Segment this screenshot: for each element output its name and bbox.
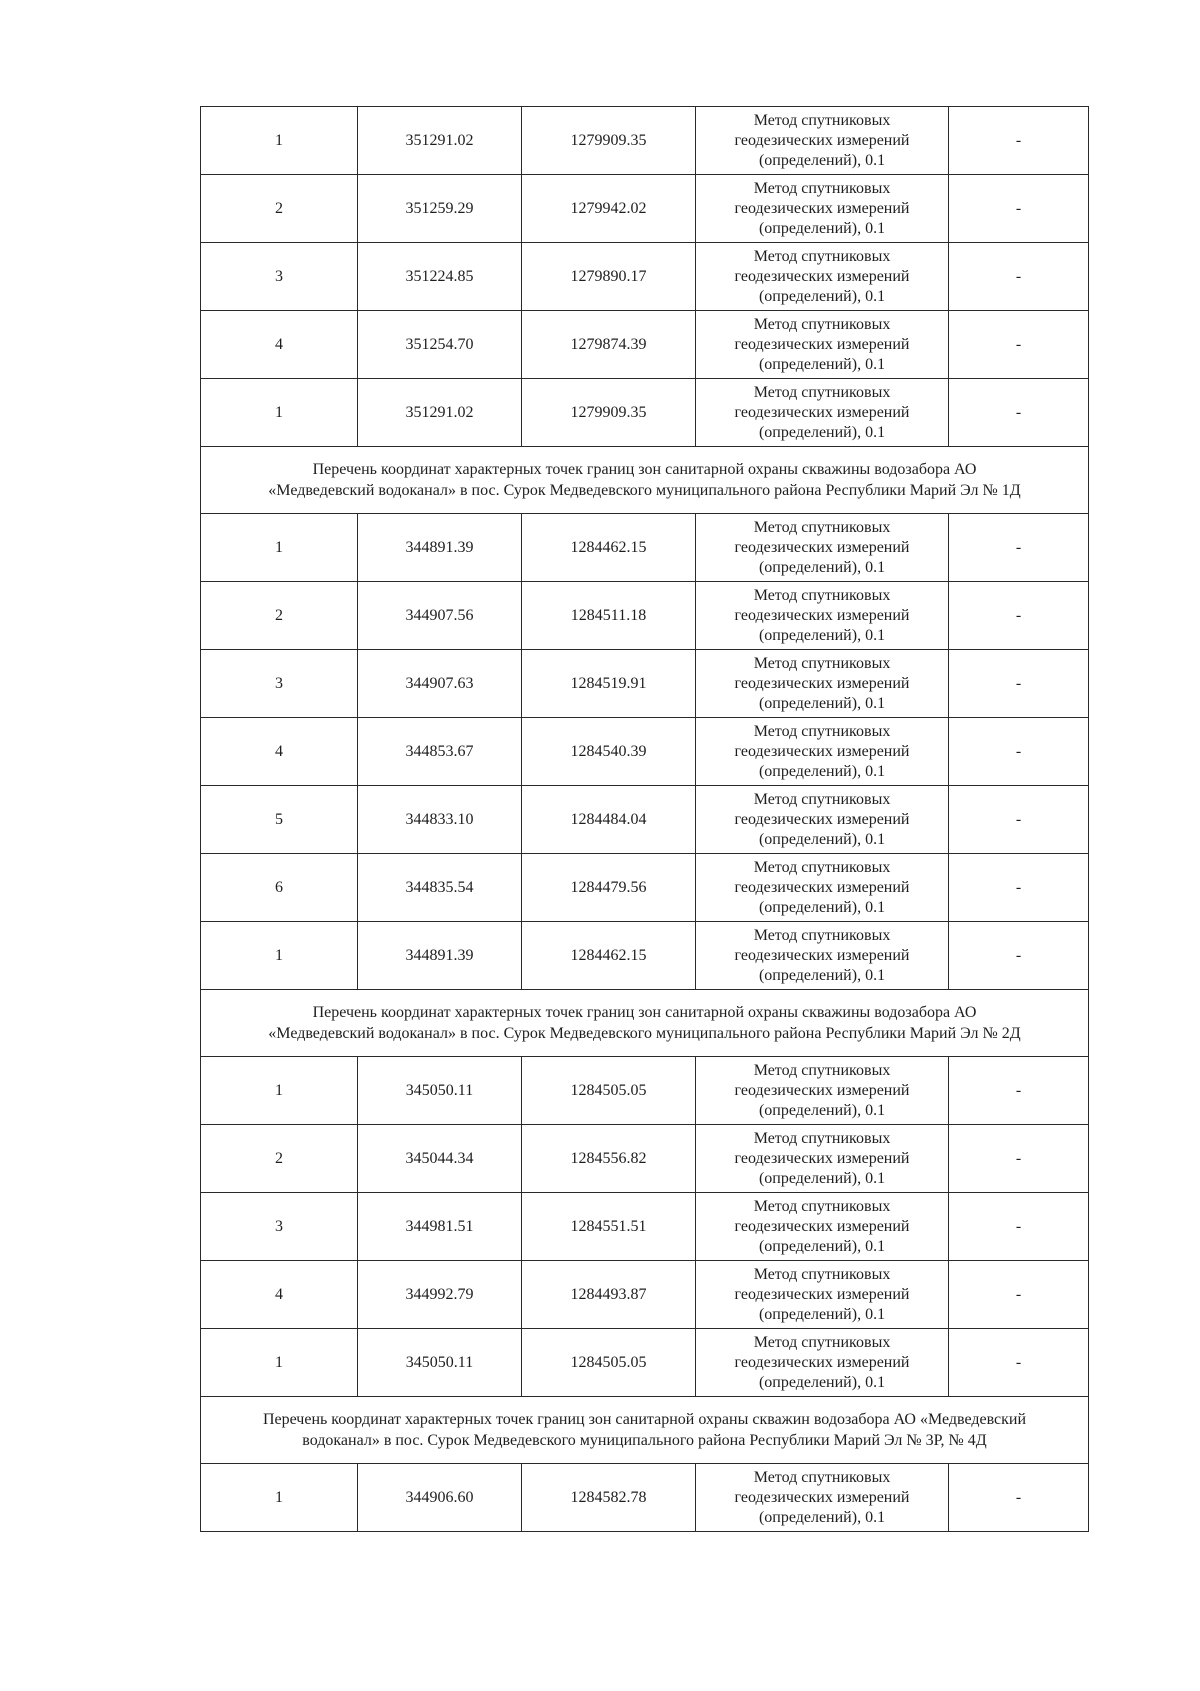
method-text-line: геодезических измерений (734, 1488, 910, 1506)
table-row (201, 175, 1089, 243)
y-coordinate-cell: 1284505.05 (522, 1329, 696, 1397)
method-text-line: Метод спутниковых (753, 722, 891, 740)
accuracy-note-cell: - (949, 786, 1089, 854)
method-cell (696, 1464, 949, 1532)
method-cell (696, 311, 949, 379)
method-text-line: геодезических измерений (734, 1081, 910, 1099)
x-coordinate-cell: 345050.11 (358, 1057, 522, 1125)
method-text-line: геодезических измерений (734, 674, 910, 692)
method-text-line: (определений), 0.1 (758, 1169, 886, 1187)
method-cell (696, 1125, 949, 1193)
x-coordinate-cell: 351224.85 (358, 243, 522, 311)
table-row (201, 786, 1089, 854)
method-text-line: Метод спутниковых (753, 179, 891, 197)
table-row (201, 922, 1089, 990)
y-coordinate-cell: 1279942.02 (522, 175, 696, 243)
method-cell (696, 582, 949, 650)
method-cell (696, 1193, 949, 1261)
method-text-line: (определений), 0.1 (758, 1101, 886, 1119)
x-coordinate-cell: 344981.51 (358, 1193, 522, 1261)
method-text-line: (определений), 0.1 (758, 762, 886, 780)
method-text-line: Метод спутниковых (753, 315, 891, 333)
method-text-line: (определений), 0.1 (758, 1508, 886, 1526)
x-coordinate-cell: 345044.34 (358, 1125, 522, 1193)
x-coordinate-cell: 344907.63 (358, 650, 522, 718)
x-coordinate-cell: 344906.60 (358, 1464, 522, 1532)
x-coordinate-cell: 344891.39 (358, 922, 522, 990)
accuracy-note-cell: - (949, 175, 1089, 243)
point-number-cell: 1 (201, 1329, 358, 1397)
y-coordinate-cell: 1284556.82 (522, 1125, 696, 1193)
x-coordinate-cell: 351291.02 (358, 107, 522, 175)
y-coordinate-cell: 1279909.35 (522, 107, 696, 175)
method-cell (696, 107, 949, 175)
method-cell (696, 650, 949, 718)
method-text-line: Метод спутниковых (753, 654, 891, 672)
method-text-line: (определений), 0.1 (758, 558, 886, 576)
accuracy-note-cell: - (949, 514, 1089, 582)
method-text-line: (определений), 0.1 (758, 626, 886, 644)
accuracy-note-cell: - (949, 854, 1089, 922)
method-text-line: Метод спутниковых (753, 518, 891, 536)
section-heading-row (201, 990, 1089, 1057)
point-number-cell: 1 (201, 107, 358, 175)
y-coordinate-cell: 1279890.17 (522, 243, 696, 311)
method-cell (696, 175, 949, 243)
method-text-line: Метод спутниковых (753, 383, 891, 401)
accuracy-note-cell: - (949, 311, 1089, 379)
y-coordinate-cell: 1284462.15 (522, 514, 696, 582)
method-text-line: геодезических измерений (734, 1285, 910, 1303)
table-row (201, 1261, 1089, 1329)
method-text-line: геодезических измерений (734, 878, 910, 896)
section-heading: Перечень координат характерных точек границ зон санитарной охраны скважины водозабора АО «Медведевский водоканал» в пос. Сурок Медведевского муниципального района Республики Марий Эл № 1Д (201, 447, 1089, 514)
accuracy-note-cell: - (949, 650, 1089, 718)
method-text-line: геодезических измерений (734, 606, 910, 624)
x-coordinate-cell: 344891.39 (358, 514, 522, 582)
method-text-line: Метод спутниковых (753, 926, 891, 944)
method-text-line: геодезических измерений (734, 267, 910, 285)
x-coordinate-cell: 344853.67 (358, 718, 522, 786)
y-coordinate-cell: 1284582.78 (522, 1464, 696, 1532)
table-row (201, 1057, 1089, 1125)
point-number-cell: 1 (201, 1464, 358, 1532)
method-cell (696, 718, 949, 786)
section-heading-row (201, 447, 1089, 514)
table-row (201, 718, 1089, 786)
method-text-line: геодезических измерений (734, 742, 910, 760)
method-text-line: Метод спутниковых (753, 1129, 891, 1147)
accuracy-note-cell: - (949, 1261, 1089, 1329)
table-row (201, 1329, 1089, 1397)
method-text-line: геодезических измерений (734, 1353, 910, 1371)
method-text-line: геодезических измерений (734, 946, 910, 964)
accuracy-note-cell: - (949, 379, 1089, 447)
section-heading: Перечень координат характерных точек границ зон санитарной охраны скважины водозабора АО «Медведевский водоканал» в пос. Сурок Медведевского муниципального района Республики Марий Эл № 2Д (201, 990, 1089, 1057)
table-row (201, 1193, 1089, 1261)
method-text-line: (определений), 0.1 (758, 966, 886, 984)
point-number-cell: 5 (201, 786, 358, 854)
y-coordinate-cell: 1284511.18 (522, 582, 696, 650)
x-coordinate-cell: 344833.10 (358, 786, 522, 854)
method-text-line: Метод спутниковых (753, 111, 891, 129)
accuracy-note-cell: - (949, 1057, 1089, 1125)
x-coordinate-cell: 344907.56 (358, 582, 522, 650)
x-coordinate-cell: 351259.29 (358, 175, 522, 243)
y-coordinate-cell: 1284479.56 (522, 854, 696, 922)
method-cell (696, 1329, 949, 1397)
method-text-line: (определений), 0.1 (758, 898, 886, 916)
method-text-line: геодезических измерений (734, 1149, 910, 1167)
method-text-line: (определений), 0.1 (758, 219, 886, 237)
accuracy-note-cell: - (949, 582, 1089, 650)
section-heading-row (201, 1397, 1089, 1464)
method-text-line: (определений), 0.1 (758, 1305, 886, 1323)
method-text-line: (определений), 0.1 (758, 287, 886, 305)
method-cell (696, 1261, 949, 1329)
table-row (201, 243, 1089, 311)
x-coordinate-cell: 344835.54 (358, 854, 522, 922)
method-text-line: (определений), 0.1 (758, 355, 886, 373)
point-number-cell: 1 (201, 1057, 358, 1125)
accuracy-note-cell: - (949, 1329, 1089, 1397)
method-text-line: Метод спутниковых (753, 1197, 891, 1215)
y-coordinate-cell: 1284540.39 (522, 718, 696, 786)
point-number-cell: 2 (201, 175, 358, 243)
coordinates-table-body (201, 107, 1089, 1532)
method-text-line: Метод спутниковых (753, 247, 891, 265)
method-text-line: геодезических измерений (734, 199, 910, 217)
y-coordinate-cell: 1279909.35 (522, 379, 696, 447)
point-number-cell: 1 (201, 379, 358, 447)
method-text-line: геодезических измерений (734, 335, 910, 353)
accuracy-note-cell: - (949, 1193, 1089, 1261)
accuracy-note-cell: - (949, 922, 1089, 990)
x-coordinate-cell: 351254.70 (358, 311, 522, 379)
table-row (201, 311, 1089, 379)
y-coordinate-cell: 1279874.39 (522, 311, 696, 379)
table-row (201, 582, 1089, 650)
method-cell (696, 514, 949, 582)
method-cell (696, 922, 949, 990)
method-text-line: геодезических измерений (734, 131, 910, 149)
y-coordinate-cell: 1284505.05 (522, 1057, 696, 1125)
method-text-line: Метод спутниковых (753, 1061, 891, 1079)
x-coordinate-cell: 345050.11 (358, 1329, 522, 1397)
method-cell (696, 854, 949, 922)
coordinates-table (200, 106, 1089, 1532)
method-text-line: геодезических измерений (734, 1217, 910, 1235)
point-number-cell: 4 (201, 311, 358, 379)
method-cell (696, 786, 949, 854)
accuracy-note-cell: - (949, 107, 1089, 175)
accuracy-note-cell: - (949, 1464, 1089, 1532)
point-number-cell: 4 (201, 1261, 358, 1329)
y-coordinate-cell: 1284493.87 (522, 1261, 696, 1329)
method-text-line: (определений), 0.1 (758, 1373, 886, 1391)
method-text-line: (определений), 0.1 (758, 423, 886, 441)
method-cell (696, 1057, 949, 1125)
y-coordinate-cell: 1284462.15 (522, 922, 696, 990)
method-text-line: геодезических измерений (734, 810, 910, 828)
method-text-line: Метод спутниковых (753, 1468, 891, 1486)
point-number-cell: 3 (201, 243, 358, 311)
method-cell (696, 243, 949, 311)
point-number-cell: 2 (201, 1125, 358, 1193)
method-text-line: (определений), 0.1 (758, 151, 886, 169)
x-coordinate-cell: 344992.79 (358, 1261, 522, 1329)
y-coordinate-cell: 1284484.04 (522, 786, 696, 854)
method-cell (696, 379, 949, 447)
method-text-line: Метод спутниковых (753, 790, 891, 808)
point-number-cell: 1 (201, 922, 358, 990)
method-text-line: геодезических измерений (734, 403, 910, 421)
method-text-line: (определений), 0.1 (758, 1237, 886, 1255)
point-number-cell: 4 (201, 718, 358, 786)
method-text-line: Метод спутниковых (753, 858, 891, 876)
y-coordinate-cell: 1284519.91 (522, 650, 696, 718)
accuracy-note-cell: - (949, 718, 1089, 786)
table-row (201, 650, 1089, 718)
accuracy-note-cell: - (949, 243, 1089, 311)
point-number-cell: 1 (201, 514, 358, 582)
point-number-cell: 2 (201, 582, 358, 650)
method-text-line: (определений), 0.1 (758, 830, 886, 848)
table-row (201, 854, 1089, 922)
method-text-line: геодезических измерений (734, 538, 910, 556)
table-row (201, 514, 1089, 582)
point-number-cell: 3 (201, 1193, 358, 1261)
method-text-line: Метод спутниковых (753, 586, 891, 604)
method-text-line: (определений), 0.1 (758, 694, 886, 712)
y-coordinate-cell: 1284551.51 (522, 1193, 696, 1261)
table-row (201, 379, 1089, 447)
x-coordinate-cell: 351291.02 (358, 379, 522, 447)
table-row (201, 107, 1089, 175)
table-row (201, 1125, 1089, 1193)
method-text-line: Метод спутниковых (753, 1265, 891, 1283)
point-number-cell: 3 (201, 650, 358, 718)
table-row (201, 1464, 1089, 1532)
accuracy-note-cell: - (949, 1125, 1089, 1193)
method-text-line: Метод спутниковых (753, 1333, 891, 1351)
section-heading: Перечень координат характерных точек границ зон санитарной охраны скважин водозабора АО «Медведевский водоканал» в пос. Сурок Медведевского муниципального района Республики Марий Эл № 3Р, № 4Д (201, 1397, 1089, 1464)
point-number-cell: 6 (201, 854, 358, 922)
